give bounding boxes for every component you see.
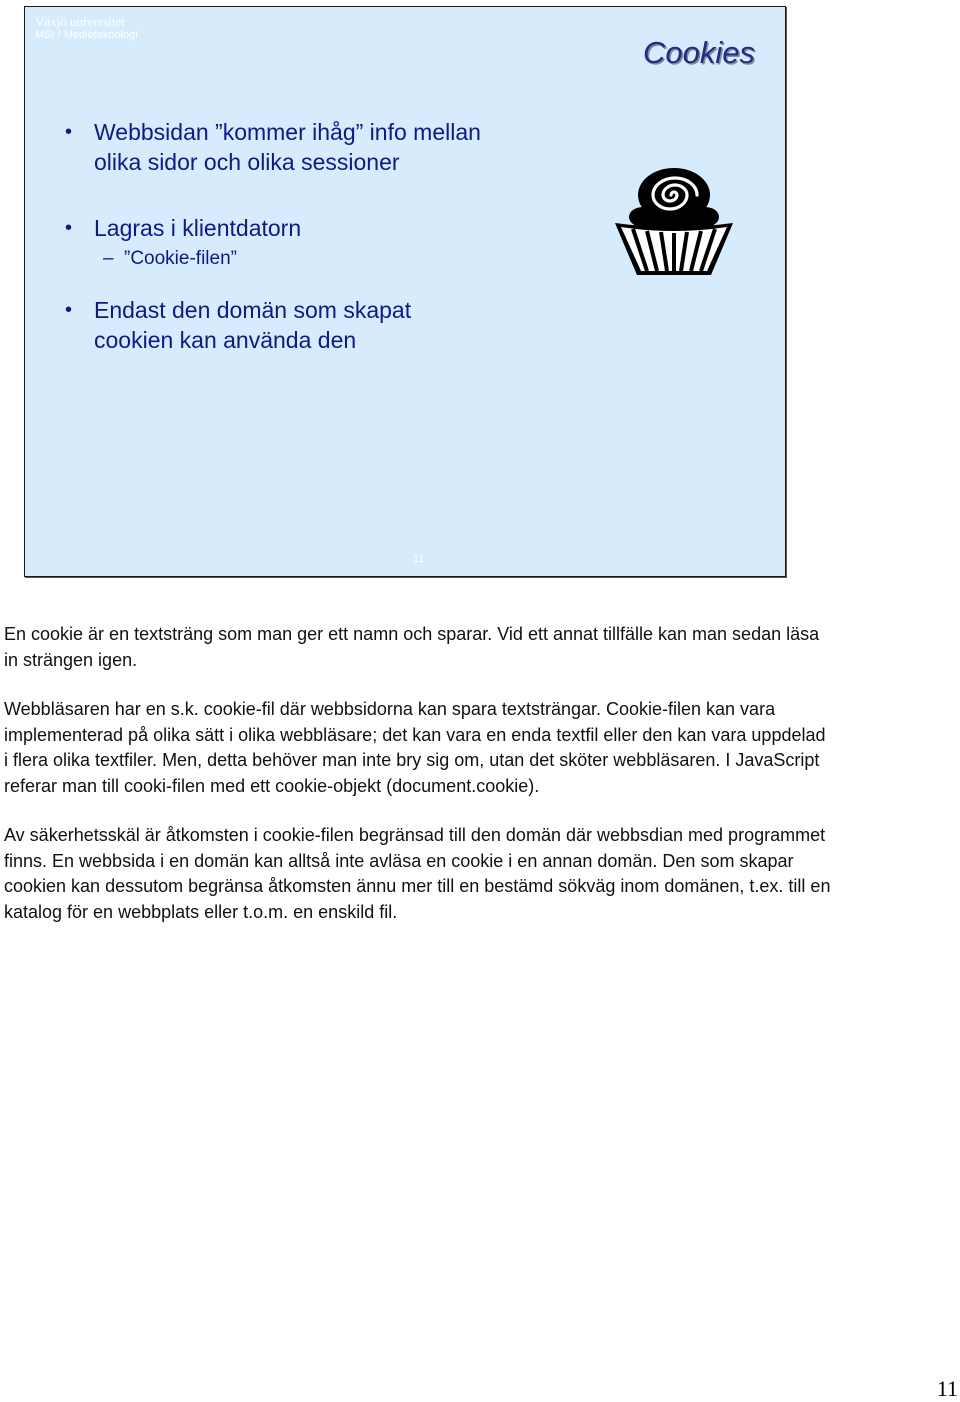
slide-title: Cookies [643,35,755,70]
bullet-line: Lagras i klientdatorn [94,215,302,241]
bullet-list [65,117,585,355]
cupcake-icon [605,165,743,277]
bullet-line: Endast den domän som skapat [94,297,412,323]
bullet-dot: • [65,217,73,239]
bullet-dot: • [65,121,73,143]
notes-paragraph: En cookie är en textsträng som man ger ett namn och sparar. Vid ett annat tillfälle kan man sedan läsa in strängen igen. [4,624,820,670]
slide-number: 11 [413,553,425,565]
bullet-line: Webbsidan ”kommer ihåg” info mellan [94,119,481,145]
notes-paragraph: Webbläsaren har en s.k. cookie-fil där webbsidorna kan spara textsträngar. Cookie-filen kan vara implementerad på olika sätt i olika webbläsare; det kan vara en enda textfil eller den kan vara uppdelad i flera olika textfiler. Men, detta behöver man inte bry sig om, utan det sköter webbläsaren. I JavaScript referar man till cooki-filen med ett cookie-objekt (document.cookie). [4,699,826,796]
page-number: 11 [936,1376,958,1401]
sub-bullet-item [65,247,585,271]
sub-bullet-text: ”Cookie-filen” [124,248,237,269]
bullet-item [65,117,585,177]
notes-text [4,622,834,949]
slide [24,6,786,577]
bullet-line: olika sidor och olika sessioner [94,149,400,175]
university-name: Växjö universitet [35,14,125,29]
bullet-item [65,295,585,355]
sub-bullet-dash: – [103,248,114,269]
notes-paragraph: Av säkerhetsskäl är åtkomsten i cookie-filen begränsad till den domän där webbsdian med programmet finns. En webbsida i en domän kan alltså inte avläsa en cookie i en annan domän. Den som skapar cookien kan dessutom begränsa åtkomsten ännu mer till en bestämd sökväg inom domänen, t.ex. till en katalog för en webbplats eller t.o.m. en enskild fil. [4,825,831,922]
bullet-dot: • [65,299,73,321]
bullet-line: cookien kan använda den [94,327,357,353]
department-name: MSI / Medieteknologi [35,29,138,41]
bullet-item [65,213,585,243]
